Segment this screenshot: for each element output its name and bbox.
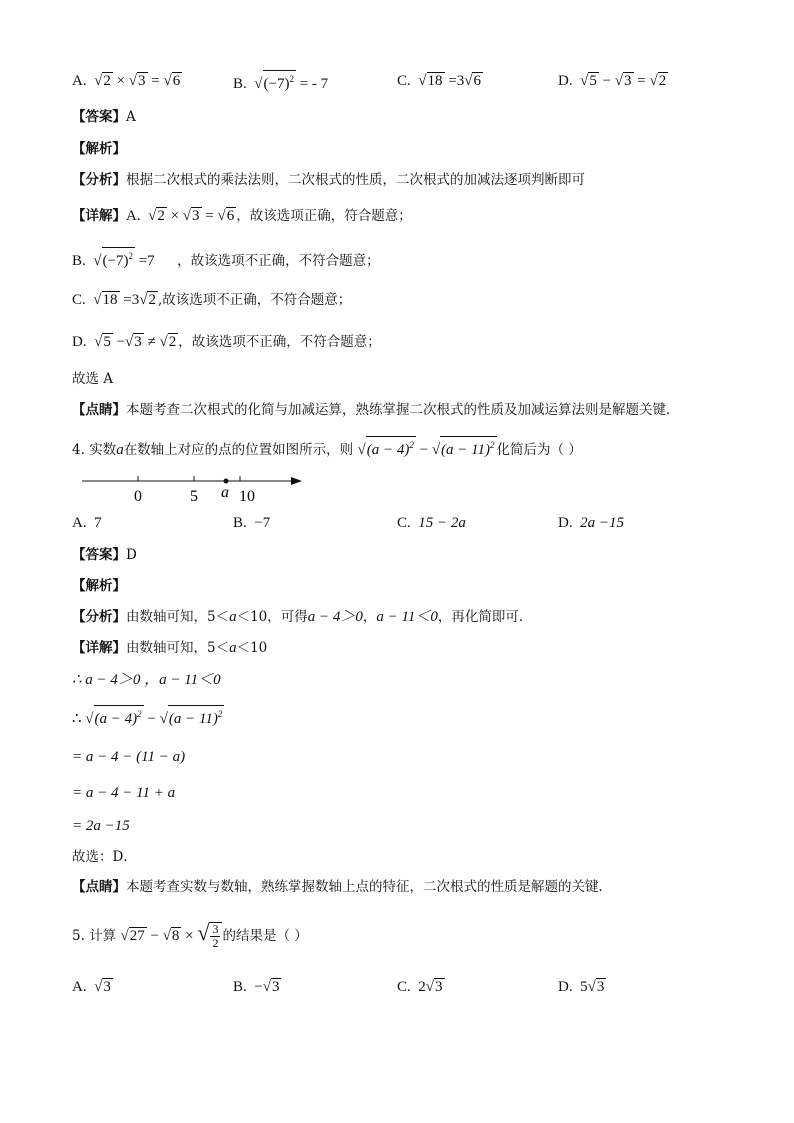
minus-sign: − [602, 73, 612, 89]
q3-option-c: C. √18 =3√6 [397, 73, 481, 89]
variable: a [229, 609, 237, 625]
q4-analysis [72, 606, 532, 628]
q5-option-c: C. 2√3 [397, 979, 443, 995]
option-label: D. [558, 73, 573, 89]
option-label: C. [397, 979, 411, 995]
radicand: 3 [192, 208, 200, 224]
radicand: 3 [134, 334, 142, 350]
q3-conclusion: 故选 A [72, 371, 114, 387]
q5-stem: 5. 计算 √27 − √8 × √ $\frac{3}{2}$ 的结果是（ ） [72, 920, 308, 951]
radicand: 3 [271, 979, 280, 995]
option-label: B. [233, 76, 247, 92]
radicand: (−7) [102, 253, 129, 269]
equals-sign: =3 [123, 292, 140, 308]
stem-text: 化简后为（ ） [496, 442, 582, 458]
option-label: B. [233, 979, 247, 995]
minus-sign: − [419, 442, 429, 458]
option-value: −7 [254, 515, 271, 531]
coefficient: 5 [580, 979, 588, 995]
radicand: 2 [157, 208, 165, 224]
exponent: 2 [137, 709, 142, 719]
exponent: 2 [409, 440, 414, 450]
number-line [80, 470, 310, 506]
q4-jiexi-heading: 【解析】 [72, 578, 126, 594]
not-equal-sign: ≠ [147, 334, 156, 350]
q4-detail [72, 637, 267, 659]
analysis-tag: 【分析】 [72, 609, 126, 625]
radicand: 27 [129, 928, 145, 944]
exponent: 2 [289, 74, 294, 84]
q4-answer [72, 544, 137, 566]
analysis-text: ， [362, 609, 377, 625]
point-a [224, 479, 229, 484]
equals-sign: = [205, 208, 214, 224]
q4-option-a [72, 512, 102, 534]
comment-text: 本题考查实数与数轴，熟练掌握数轴上点的特征，二次根式的性质是解题的关键． [126, 879, 612, 895]
option-label: C. [72, 292, 86, 308]
answer-value: A [126, 109, 136, 125]
q4-step-4: = a − 4 − 11 + a [72, 785, 176, 801]
q3-comment [72, 399, 680, 421]
radicand: 3 [435, 979, 443, 995]
times-sign: × [170, 208, 180, 224]
analysis-text: ＜10，可得 [236, 609, 308, 625]
inequality: a − 11＜0 [376, 609, 438, 625]
arrow-head-icon [291, 477, 302, 485]
q4-option-c [397, 512, 466, 534]
stem-text: 的结果是（ ） [222, 928, 308, 944]
option-label: D. [72, 334, 87, 350]
q3-detail-b: B. $√(-7)^2 =7$ ，故该选项不正确，不符合题意； [72, 247, 380, 272]
equals-sign: =3 [448, 73, 465, 89]
rhs: = - 7 [299, 76, 329, 92]
q3-detail-a: 【详解】A. √2 × √3 = √6 ，故该选项正确，符合题意； [72, 208, 412, 224]
exponent: 2 [128, 251, 133, 261]
option-value: 7 [94, 515, 102, 531]
radicand: 8 [171, 928, 180, 944]
radicand: 5 [103, 334, 111, 350]
q3-option-b: B. $√(-7)^2$ = - 7 [233, 70, 328, 95]
radicand: 18 [102, 292, 118, 308]
analysis-text: 由数轴可知，5＜ [126, 609, 230, 625]
option-label: D. [558, 515, 573, 531]
option-label: A. [72, 979, 87, 995]
minus-sign: − [116, 334, 126, 350]
radicand: (a − 4) [366, 442, 410, 458]
inequality: a − 4＞0 [307, 609, 363, 625]
answer-tag: 【答案】 [72, 547, 126, 563]
fraction-denominator: 2 [212, 936, 219, 951]
comment-tag: 【点睛】 [72, 879, 126, 895]
detail-text: ,故该选项不正确，不符合题意； [157, 292, 352, 308]
q4-option-b [233, 512, 270, 534]
q4-stem: 4. 实数a在数轴上对应的点的位置如图所示，则 $√(a - 4)^2 - √(a - 11)^2$ 化简后为（ ） [72, 436, 582, 461]
radicand: (a − 11) [168, 711, 218, 727]
stem-text: 在数轴上对应的点的位置如图所示，则 [123, 442, 354, 458]
radicand: 5 [589, 73, 597, 89]
radicand: 2 [168, 334, 177, 350]
detail-tag: 【详解】 [72, 208, 126, 224]
radicand: 6 [226, 208, 235, 224]
minus-sign: − [150, 928, 159, 944]
equals-sign: = [637, 73, 646, 89]
q4-step-5: = 2a −15 [72, 818, 130, 834]
q3-detail-d: D. √5 −√3 ≠ √2 ，故该选项不正确，不符合题意； [72, 334, 381, 350]
exponent: 2 [217, 709, 223, 719]
therefore-sign: ∴ [72, 711, 82, 727]
q4-step-2: ∴ $√(a - 4)^2 - √(a - 11)^2$ [72, 705, 224, 730]
rhs: =7 [138, 253, 155, 269]
q3-answer [72, 106, 136, 128]
analysis-text: ，再化简即可． [437, 609, 533, 625]
option-label: C. [397, 73, 411, 89]
option-label: C. [397, 515, 411, 531]
answer-tag: 【答案】 [72, 109, 126, 125]
option-label: A. [126, 208, 141, 224]
radicand: 6 [172, 73, 181, 89]
radicand: 2 [148, 292, 156, 308]
label-5: 5 [190, 488, 198, 505]
q4-option-d [558, 512, 624, 534]
q4-step-1: ∴ a − 4＞0 ，a − 11＜0 [72, 672, 221, 688]
coefficient: − [254, 979, 263, 995]
analysis-text: 根据二次根式的乘法法则，二次根式的性质，二次根式的加减法逐项判断即可 [126, 172, 585, 188]
question-number: 4. [72, 442, 85, 458]
detail-text: ，故该选项正确，符合题意； [236, 208, 412, 224]
radicand: 3 [138, 73, 146, 89]
stem-text: 实数 [89, 442, 117, 458]
coefficient: 2 [418, 979, 426, 995]
detail-text: ＜10 [236, 640, 268, 656]
q4-comment [72, 876, 612, 898]
radicand: (a − 4) [94, 711, 138, 727]
minus-sign: − [147, 711, 156, 727]
q3-jiexi-heading: 【解析】 [72, 141, 126, 157]
radicand: 3 [103, 979, 111, 995]
option-value: 15 − 2a [418, 515, 466, 531]
q3-detail-c: C. √18 =3√2 ,故该选项不正确，不符合题意； [72, 292, 352, 308]
q5-option-a: A. √3 [72, 979, 111, 995]
radicand: 3 [624, 73, 632, 89]
analysis-tag: 【分析】 [72, 172, 126, 188]
comment-tag: 【点睛】 [72, 402, 126, 418]
q3-option-d: D. √5 − √3 = √2 [558, 73, 667, 89]
variable: a [229, 640, 237, 656]
detail-text: ，故该选项不正确，不符合题意； [177, 253, 380, 269]
radicand: 2 [103, 73, 111, 89]
option-label: D. [558, 979, 573, 995]
radicand: 2 [658, 73, 667, 89]
fraction-numerator: 3 [212, 922, 219, 937]
exponent: 2 [490, 440, 495, 450]
detail-text: ，故该选项不正确，不符合题意； [178, 334, 381, 350]
times-sign: × [116, 73, 126, 89]
option-label: A. [72, 515, 87, 531]
detail-text: 由数轴可知，5＜ [126, 640, 230, 656]
q5-option-b: B. −√3 [233, 979, 280, 995]
radicand: 18 [427, 73, 443, 89]
q4-conclusion: 故选：D． [72, 849, 137, 865]
radicand: (−7) [263, 76, 290, 92]
stem-text: 计算 [89, 928, 117, 944]
option-value: 2a −15 [580, 515, 624, 531]
times-sign: × [185, 928, 194, 944]
label-a: a [221, 484, 229, 501]
radicand: 3 [596, 979, 605, 995]
variable: a [116, 442, 124, 458]
q3-option-a: A. √2 × √3 = √6 [72, 73, 181, 89]
label-0: 0 [134, 488, 142, 505]
option-label: B. [233, 515, 247, 531]
answer-value: D [126, 547, 137, 563]
equals-sign: = [151, 73, 160, 89]
option-label: B. [72, 253, 86, 269]
comment-text: 本题考查二次根式的化简与加减运算，熟练掌握二次根式的性质及加减运算法则是解题关键． [126, 402, 680, 418]
question-number: 5. [72, 928, 85, 944]
q3-analysis [72, 169, 585, 191]
detail-tag: 【详解】 [72, 640, 126, 656]
option-label: A. [72, 73, 87, 89]
q5-option-d: D. 5√3 [558, 979, 605, 995]
radicand: 6 [473, 73, 481, 89]
radicand: (a − 11) [441, 442, 491, 458]
q4-step-3: = a − 4 − (11 − a) [72, 749, 186, 765]
label-10: 10 [239, 488, 255, 505]
